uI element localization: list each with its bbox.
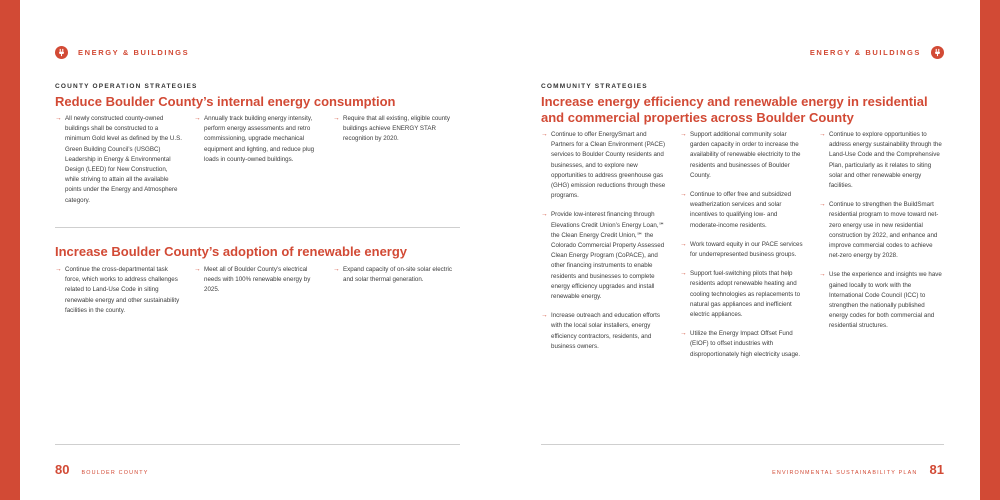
strategy-column-2 — [680, 130, 805, 369]
section-title-internal-energy: Reduce Boulder County’s internal energy consumption — [55, 94, 396, 109]
strategy-item: → Provide low-interest financing through Elevations Credit Union’s Energy Loan,℠ the Clean Energy Credit Union,℠ the Colorado Commercial Property Assessed Clean Energy Program (CoPACE), and other financing instruments to enable residents and businesses to complete energy efficiency upgrades and install renewable energy. — [541, 210, 666, 302]
plug-icon — [931, 46, 944, 59]
right-page — [541, 0, 944, 500]
footer-label: ENVIRONMENTAL SUSTAINABILITY PLAN — [772, 470, 918, 476]
strategy-column-1 — [541, 130, 666, 369]
renewable-adoption-columns — [55, 265, 459, 325]
header-label: ENERGY & BUILDINGS — [78, 48, 190, 57]
right-section-header — [810, 46, 944, 59]
strategy-item: → Continue the cross-departmental task force, which works to address challenges related to Land-Use Code in siting renewable energy and other sustainability facilities in the county. — [55, 265, 183, 316]
section-kicker: COUNTY OPERATION STRATEGIES — [55, 83, 198, 90]
header-label: ENERGY & BUILDINGS — [809, 48, 921, 57]
footer-divider — [55, 444, 460, 445]
strategy-item: → Support additional community solar garden capacity in order to increase the availability of renewable electricity to the residents and businesses of Boulder County. — [680, 130, 805, 181]
section-kicker: COMMUNITY STRATEGIES — [541, 83, 648, 90]
left-edge-bar — [0, 0, 20, 500]
left-page — [55, 0, 460, 500]
page-number: 80 — [55, 462, 70, 477]
strategy-item: → Annually track building energy intensity, perform energy assessments and retro commissioning, upgrade mechanical equipment and lighting, and reduce plug loads in county-owned buildings. — [194, 114, 319, 165]
strategy-item: → Work toward equity in our PACE services for underrepresented business groups. — [680, 240, 805, 260]
page-number: 81 — [929, 462, 944, 477]
strategy-column-1 — [55, 265, 183, 325]
strategy-item: → All newly constructed county-owned buildings shall be constructed to a minimum Gold level as defined by the U.S. Green Building Council’s (USGBC) Leadership in Energy & Environmental Design (LEED) for New Construction, while striving to attain all the available points under the Energy and Atmosphere category. — [55, 114, 183, 206]
section-divider — [55, 227, 460, 228]
community-strategy-columns — [541, 130, 944, 369]
strategy-item: → Utilize the Energy Impact Offset Fund (EIOF) to offset industries with disproportionately high electricity usage. — [680, 329, 805, 360]
section-title-renewable-adoption: Increase Boulder County’s adoption of renewable energy — [55, 244, 408, 259]
internal-energy-columns — [55, 114, 459, 215]
plug-icon — [55, 46, 68, 59]
strategy-column-2 — [194, 265, 319, 325]
strategy-item: → Support fuel-switching pilots that help residents adopt renewable heating and cooling technologies as replacements to natural gas appliances and inefficient electric appliances. — [680, 269, 805, 320]
strategy-column-3 — [333, 114, 459, 215]
strategy-item: → Use the experience and insights we have gained locally to work with the International Code Council (ICC) to strengthen the nationally published energy codes for both commercial and residential structures. — [819, 270, 944, 331]
page-footer — [55, 462, 149, 477]
page-footer — [772, 462, 944, 477]
strategy-item: → Continue to offer free and subsidized weatherization services and solar incentives to qualifying low- and moderate-income residents. — [680, 190, 805, 231]
strategy-item: → Meet all of Boulder County’s electrical needs with 100% renewable energy by 2025. — [194, 265, 319, 296]
strategy-item: → Increase outreach and education efforts with the local solar installers, energy efficiency contractors, residents, and business owners. — [541, 311, 666, 352]
footer-divider — [541, 444, 944, 445]
right-edge-bar — [980, 0, 1000, 500]
strategy-item: → Require that all existing, eligible county buildings achieve ENERGY STAR recognition by 2020. — [333, 114, 459, 145]
left-section-header — [55, 46, 189, 59]
footer-label: BOULDER COUNTY — [81, 470, 149, 476]
strategy-item: → Expand capacity of on-site solar electric and solar thermal generation. — [333, 265, 459, 285]
strategy-column-3 — [333, 265, 459, 325]
section-title-community-energy: Increase energy efficiency and renewable energy in residential and commercial properties across Boulder County — [541, 94, 928, 125]
strategy-column-1 — [55, 114, 183, 215]
strategy-column-3 — [819, 130, 944, 369]
strategy-item: → Continue to offer EnergySmart and Partners for a Clean Environment (PACE) services to Boulder County residents and businesses, and to explore new opportunities to address greenhouse gas (GHG) emission reductions through these programs. — [541, 130, 666, 201]
strategy-column-2 — [194, 114, 319, 215]
strategy-item: → Continue to strengthen the BuildSmart residential program to move toward net-zero energy use in new residential construction by 2022, and enhance and improve commercial codes to achieve net-zero energy by 2028. — [819, 200, 944, 261]
strategy-item: → Continue to explore opportunities to address energy sustainability through the Land-Use Code and the Comprehensive Plan, particularly as it relates to siting solar and other renewable energy facilities. — [819, 130, 944, 191]
